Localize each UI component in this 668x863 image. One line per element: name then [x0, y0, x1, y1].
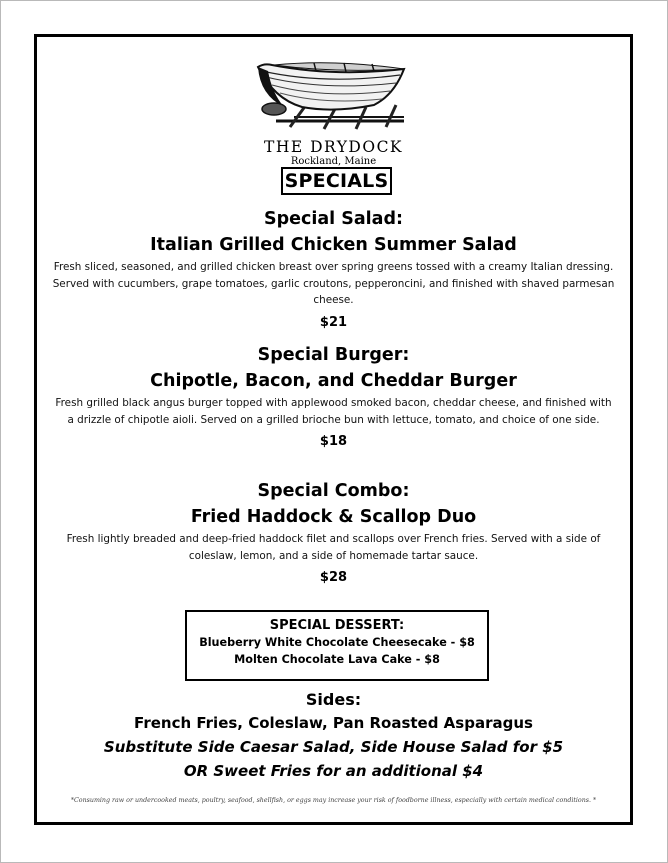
- foodborne-illness-disclaimer: *Consuming raw or undercooked meats, poultry, seafood, shellfish, or eggs may increase your risk of foodborne illness, especially with certain medical conditions. *: [70, 797, 597, 804]
- dessert-item: Blueberry White Chocolate Cheesecake - $8: [199, 636, 475, 649]
- special-price: $18: [319, 434, 348, 449]
- special-label: Special Burger:: [257, 345, 410, 365]
- sides-substitute-note: Substitute Side Caesar Salad, Side House Salad for $5: [103, 738, 564, 756]
- boat-logo-icon: [254, 55, 414, 135]
- special-salad-section: [47, 207, 620, 332]
- special-description: Fresh lightly breaded and deep-fried haddock filet and scallops over French fries. Served with a side of coleslaw, lemon, and a side of homemade tartar sauce.: [66, 533, 601, 562]
- special-price: $21: [319, 314, 348, 330]
- special-label: Special Salad:: [263, 209, 404, 229]
- dessert-item: Molten Chocolate Lava Cake - $8: [234, 653, 440, 666]
- specials-heading: [281, 167, 392, 195]
- special-label: Special Combo:: [257, 481, 410, 501]
- special-combo-section: [47, 479, 620, 587]
- restaurant-location: Rockland, Maine: [290, 156, 377, 167]
- special-dessert-box: [185, 610, 489, 681]
- special-name: Chipotle, Bacon, and Cheddar Burger: [150, 371, 517, 391]
- special-name: Fried Haddock & Scallop Duo: [190, 507, 477, 527]
- special-description: Fresh sliced, seasoned, and grilled chicken breast over spring greens tossed with a creamy Italian dressing. Served with cucumbers, grape tomatoes, garlic croutons, pepperoncini, and finished with shaved parmesan cheese.: [52, 261, 615, 306]
- special-burger-section: [47, 343, 620, 451]
- special-description: Fresh grilled black angus burger topped with applewood smoked bacon, cheddar cheese, and finished with a drizzle of chipotle aioli. Served on a grilled brioche bun with lettuce, tomato, and choice of one side.: [55, 397, 612, 426]
- sides-list: French Fries, Coleslaw, Pan Roasted Asparagus: [134, 714, 533, 732]
- sides-section: [47, 689, 620, 783]
- special-name: Italian Grilled Chicken Summer Salad: [150, 235, 517, 255]
- restaurant-logo: [37, 55, 630, 168]
- sides-sweet-fries-note: OR Sweet Fries for an additional $4: [183, 762, 484, 780]
- dessert-title: SPECIAL DESSERT:: [269, 618, 405, 633]
- restaurant-name: THE DRYDOCK: [263, 138, 404, 156]
- specials-heading-text: SPECIALS: [284, 170, 389, 192]
- special-price: $28: [319, 570, 348, 585]
- menu-border: [34, 34, 633, 825]
- sides-title: Sides:: [305, 690, 362, 709]
